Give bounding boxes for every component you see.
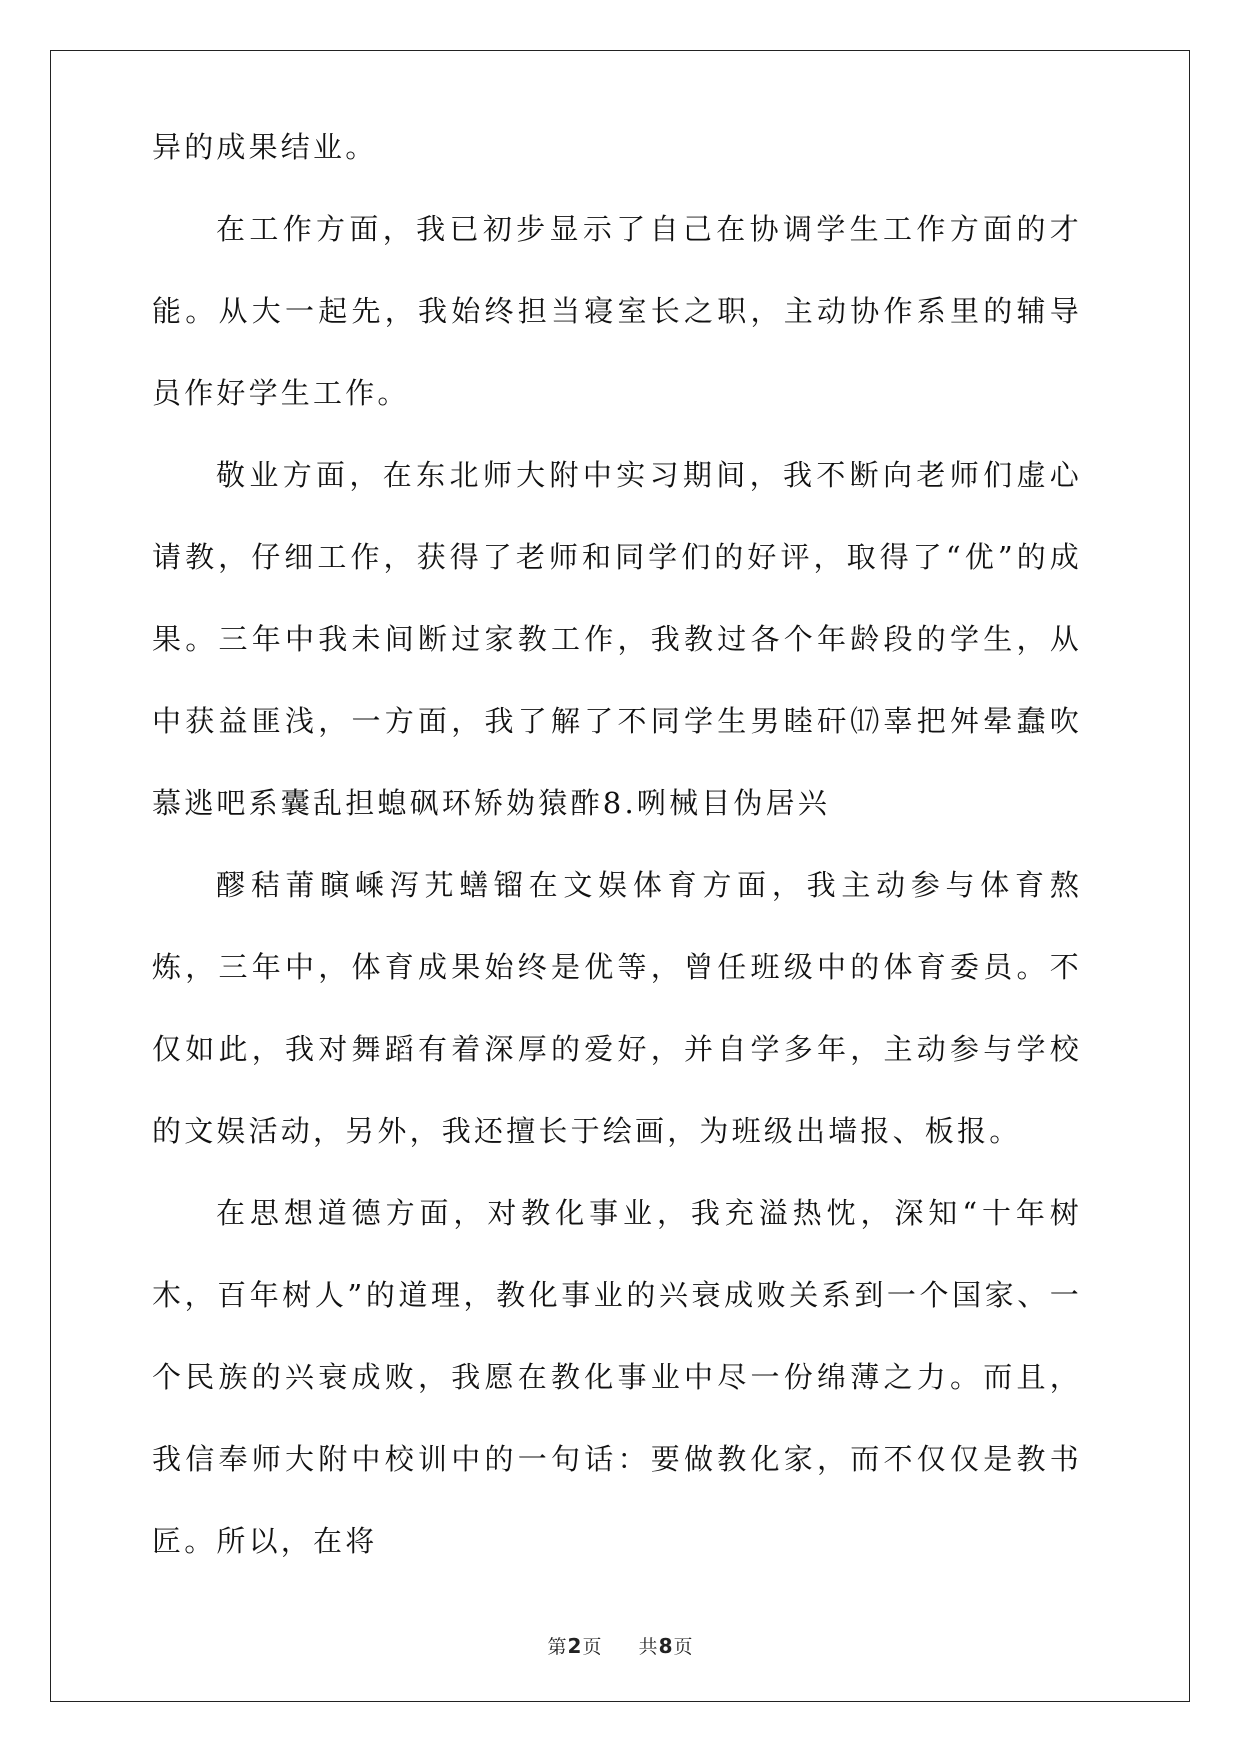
- total-pages-indicator: [639, 1632, 694, 1659]
- total-pages-number: 8: [658, 1634, 674, 1658]
- page-number: 2: [567, 1634, 583, 1658]
- paragraph-2: 在工作方面，我已初步显示了自己在协调学生工作方面的才能。从大一起先，我始终担当寝室长之职，主动协作系里的辅导员作好学生工作。: [152, 212, 1082, 410]
- page-suffix: 页: [582, 1636, 603, 1658]
- paragraph-4: 醪秸莆瞚嵊泻艽蟮镏在文娱体育方面，我主动参与体育熬炼，三年中，体育成果始终是优等，曾任班级中的体育委员。不仅如此，我对舞蹈有着深厚的爱好，并自学多年，主动参与学校的文娱活动，另外，我还擅长于绘画，为班级出墙报、板报。: [152, 868, 1082, 1148]
- document-body: [152, 130, 1082, 1582]
- page-prefix: 第: [547, 1636, 568, 1658]
- paragraph-5: 在思想道德方面，对教化事业，我充溢热忱，深知“十年树木，百年树人”的道理，教化事业的兴衰成败关系到一个国家、一个民族的兴衰成败，我愿在教化事业中尽一份绵薄之力。而且，我信奉师大附中校训中的一句话：要做教化家，而不仅仅是教书匠。所以，在将: [152, 1196, 1082, 1558]
- total-suffix: 页: [673, 1636, 694, 1658]
- paragraph-3: 敬业方面，在东北师大附中实习期间，我不断向老师们虚心请教，仔细工作，获得了老师和同学们的好评，取得了“优”的成果。三年中我未间断过家教工作，我教过各个年龄段的学生，从中获益匪浅，一方面，我了解了不同学生男睦矸⒄辜把舛晕蠢吹慕逃吧系囊乱担螅砜环矫妫猿酢8.咧械目伪居兴: [152, 458, 1082, 820]
- page-footer: [0, 1632, 1241, 1659]
- total-prefix: 共: [638, 1636, 659, 1658]
- page-indicator: [548, 1632, 603, 1659]
- paragraph-1: 异的成果结业。: [152, 130, 378, 164]
